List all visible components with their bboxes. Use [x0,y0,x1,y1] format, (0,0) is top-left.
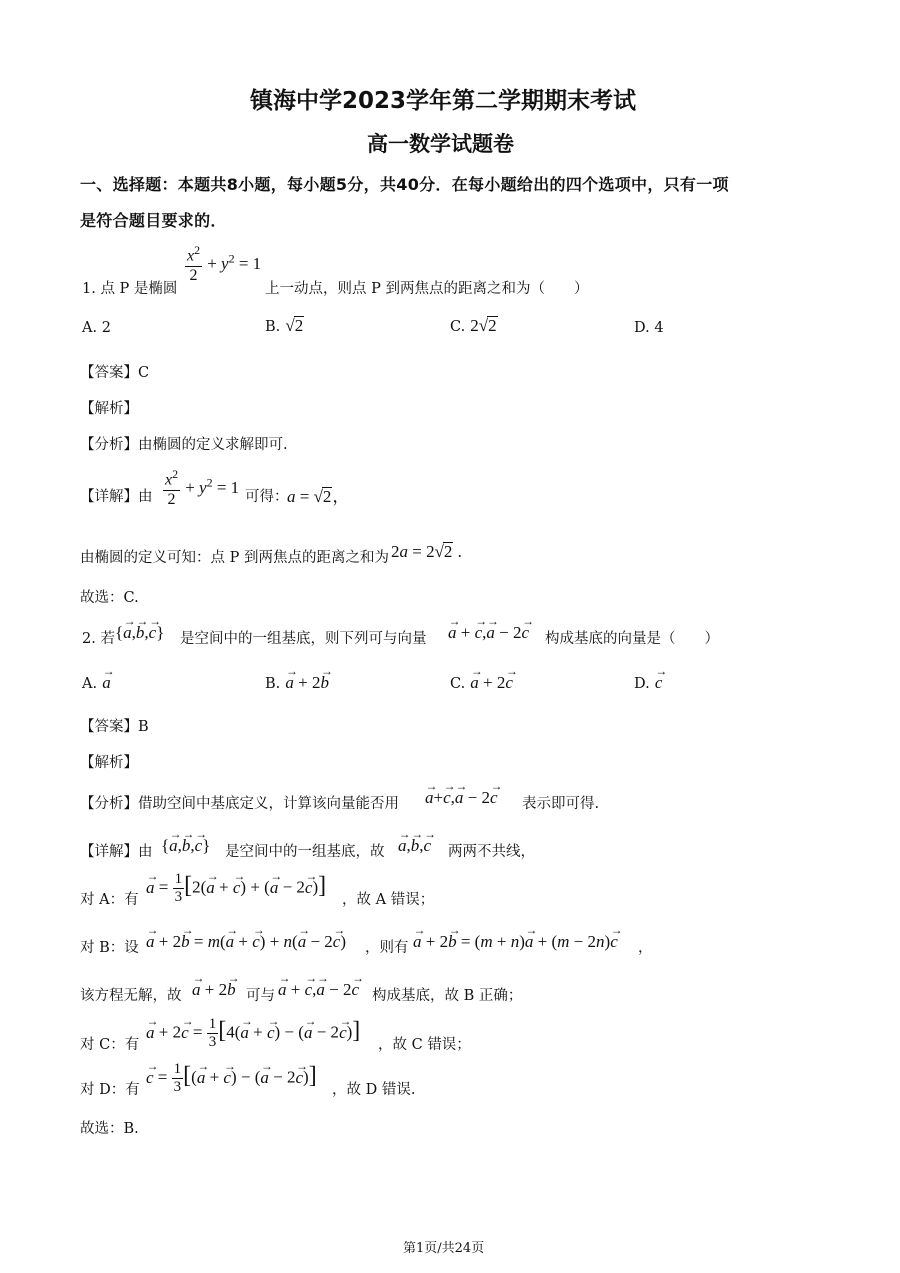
q1-ellipse-equation: $\frac{x^2}{2}$ + $y^2 = 1$ [187,243,262,284]
q1-stem-suffix: 上一动点，则点 P 到两焦点的距离之和为（ ） [265,281,589,297]
q2-option-c: C. → a + 2→ c [450,673,513,693]
q2-fenxi-prefix: 【分析】借助空间中基底定义，计算该向量能否用 [80,796,399,812]
q2-line-b2-prefix: 该方程无解，故 [80,988,182,1004]
q2-detail-basis: {→ a,→ b,→ c} [161,836,210,856]
q2-line-d-prefix: 对 D：有 [80,1082,140,1098]
q1-choice: 故选：C. [80,590,139,606]
q2-line-a-formula: → a = $\frac{1}{3}$ [2(→ a + → c) + (→ a − 2→ c)] [146,871,326,907]
q2-analysis-label: 【解析】 [80,755,138,771]
q1-conclusion-result: 2a = 2√2 . [391,542,462,561]
q2-line-a-prefix: 对 A：有 [80,892,139,908]
exam-title: 镇海中学2023学年第二学期期末考试 [250,88,637,114]
section-heading-line1: 一、选择题：本题共8小题，每小题5分，共40分．在每小题给出的四个选项中，只有一项 [80,175,729,194]
q2-fenxi-suffix: 表示即可得. [522,796,600,812]
q2-fenxi-vectors: → a+→ c,→ a − 2→ c [425,788,498,808]
q2-line-b-result: → a + 2→ b = (m + n)→ a + (m − 2n)→ c [413,932,618,952]
q2-line-b-end: ， [638,940,653,956]
q2-line-b-mid: ，则有 [365,940,409,956]
q1-conclusion-text: 由椭圆的定义可知：点 P 到两焦点的距离之和为 [80,550,389,566]
q2-option-b: B. → a + 2→ b [265,673,329,693]
q2-stem-suffix: 构成基底的向量是（ ） [545,631,719,647]
q1-detail-mid: 可得： [245,489,289,505]
q2-line-b-prefix: 对 B：设 [80,940,139,956]
q1-option-b: B. √2 [265,316,304,335]
q1-detail-equation: $\frac{x^2}{2}$ + $y^2 = 1$ [165,467,240,508]
page-number: 第1页/共24页 [403,1241,485,1256]
q1-option-a: A. 2 [82,320,111,336]
q1-analysis-label: 【解析】 [80,401,138,417]
q2-option-d: D. → c [634,673,662,693]
q2-line-d-suffix: ，故 D 错误. [332,1082,416,1098]
q1-answer: 【答案】C [80,365,150,381]
q2-stem-prefix: 2. 若 [82,631,115,647]
q2-choice: 故选：B. [80,1121,139,1137]
q2-line-b-formula: → a + 2→ b = m(→ a + → c) + n(→ a − 2→ c) [146,932,346,952]
q2-detail-vectors: → a,→ b,→ c [398,836,431,856]
q2-line-b2-suffix: 构成基底，故 B 正确； [372,988,523,1004]
q2-line-a-suffix: ，故 A 错误； [342,892,435,908]
q2-line-d-formula: → c = $\frac{1}{3}$ [(→ a + → c) − (→ a − 2→ c)] [146,1061,317,1097]
q2-detail-mid: 是空间中的一组基底，故 [225,844,385,860]
q2-option-a: A. → a [82,673,111,693]
q2-line-b2-vector: → a + 2→ b [192,980,236,1000]
exam-subtitle: 高一数学试题卷 [367,132,514,156]
q2-line-b2-mid: 可与 [246,988,275,1004]
q2-line-c-suffix: ，故 C 错误； [378,1037,471,1053]
q2-basis: {→ a,→ b,→ c} [115,623,164,643]
q2-detail-suffix: 两两不共线， [448,844,535,860]
section-heading-line2: 是符合题目要求的． [80,211,227,230]
q1-stem-prefix: 1. 点 P 是椭圆 [82,281,178,297]
q2-stem-mid: 是空间中的一组基底，则下列可与向量 [180,631,427,647]
q2-line-b2-vectors: → a + → c,→ a − 2→ c [278,980,359,1000]
q2-line-c-prefix: 对 C：有 [80,1037,140,1053]
q1-detail-result: a = √2， [287,487,350,506]
q1-fenxi: 【分析】由椭圆的定义求解即可. [80,437,288,453]
q2-detail-prefix: 【详解】由 [80,844,153,860]
q2-answer: 【答案】B [80,719,149,735]
q2-line-c-formula: → a + 2→ c = $\frac{1}{3}$ [4(→ a + → c) − (→ a − 2→ c)] [146,1016,360,1052]
q1-detail-prefix: 【详解】由 [80,489,153,505]
q2-stem-vectors: → a + → c,→ a − 2→ c [448,623,529,643]
q1-option-d: D. 4 [634,320,664,336]
q1-option-c: C. 2√2 [450,316,497,335]
